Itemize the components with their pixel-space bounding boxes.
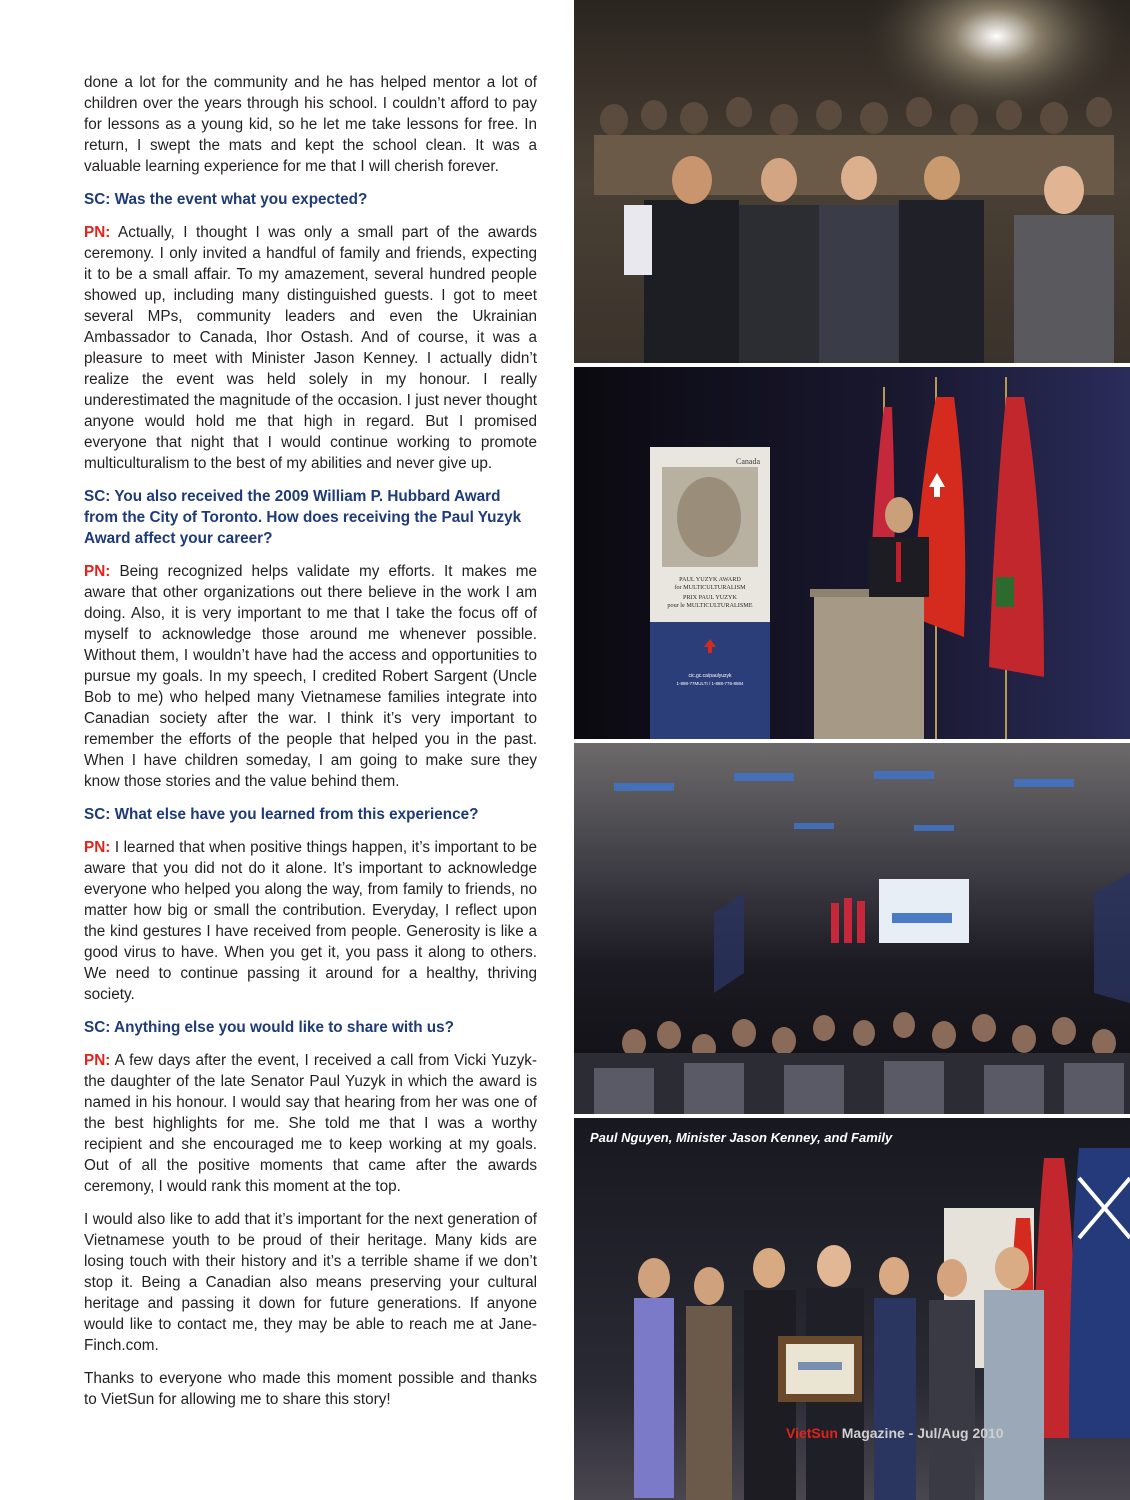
projection-screen <box>879 879 969 943</box>
answer-4-text: A few days after the event, I received a call from Vicki Yuzyk- the daughter of the late Senator Paul Yuzyk in which the award is named in his honour. I would say that hearing from her was one of the best highlights for me. She told me that I was a worthy recipient and she encouraged me to keep working at my goals. Out of all the positive moments that came after the awards ceremony, I would rank this moment at the top. <box>84 1052 538 1195</box>
banner-canada-text: Canada <box>736 457 760 466</box>
article-text-column <box>84 72 537 1422</box>
answer-1 <box>84 222 537 474</box>
photo-audience-front-row <box>574 0 1130 363</box>
svg-text:PRIX PAUL YUZYK: PRIX PAUL YUZYK <box>683 594 737 601</box>
footer-brand: VietSun <box>786 1425 838 1441</box>
answer-4 <box>84 1050 537 1197</box>
question-2: SC: You also received the 2009 William P. Hubbard Award from the City of Toronto. How does receiving the Paul Yuzyk Award affect your career? <box>84 488 522 547</box>
question-4: SC: Anything else you would like to share with us? <box>84 1019 455 1036</box>
photo-speaker-podium-graphic <box>574 367 1130 739</box>
photo-conference-room <box>574 743 1130 1114</box>
answer-2-text: Being recognized helps validate my efforts. It makes me aware that other organizations out there believe in the work I am doing. Also, it is very important to me that I take the focus off of myself to acknowledge those around me whenever possible. Without them, I wouldn’t have had the access and opportunities to pursue my goals. In my speech, I credited Robert Sargent (Uncle Bob to me) who helped many Vietnamese families integrate into Canadian society after the war. I think it’s very important to remember the efforts of the people that helped you in the past. When I have children someday, I am going to make sure they know those stories and the value behind them. <box>84 563 537 790</box>
answer-1-text: Actually, I thought I was only a small part of the awards ceremony. I only invited a handful of family and friends, expecting it to be a small affair. To my amazement, several hundred people showed up, including many distinguished guests. I got to meet several MPs, community leaders and even the Ukrainian Ambassador to Canada, Ihor Ostash. And of course, it was a pleasure to meet with Minister Jason Kenney. I actually didn’t realize the event was held solely in my honour. I really underestimated the magnitude of the occasion. I just never thought anyone would hold me that high in regard. But I promised everyone that night that I would continue working to promote multiculturalism to the best of my abilities and never give up. <box>84 224 538 472</box>
page-footer <box>786 1425 1004 1441</box>
answer-3 <box>84 837 537 1005</box>
intro-paragraph: done a lot for the community and he has helped mentor a lot of children over the years through his school. I couldn’t afford to pay for lessons as a young kid, so he let me take lessons for free. In return, I swept the mats and kept the school clean. It was a valuable learning experience for me that I will cherish forever. <box>84 74 537 175</box>
photo-speaker-podium <box>574 367 1130 739</box>
question-1: SC: Was the event what you expected? <box>84 191 368 208</box>
closing-paragraph-1: I would also like to add that it’s important for the next generation of Vietnamese youth to be proud of their heritage. Many kids are losing touch with their history and it’s a terrible shame if we don’t stop it. Being a Canadian also means preserving your cultural heritage and passing it down for future generations. If anyone would like to contact me, they may be able to reach me at Jane-Finch.com. <box>84 1211 537 1354</box>
svg-text:for MULTICULTURALISM: for MULTICULTURALISM <box>674 584 746 591</box>
photo-caption: Paul Nguyen, Minister Jason Kenney, and Family <box>590 1130 893 1145</box>
pn-label: PN: <box>84 563 111 580</box>
answer-2 <box>84 561 537 792</box>
photo-audience-front-row-graphic <box>574 0 1130 363</box>
pn-label: PN: <box>84 839 111 856</box>
answer-3-text: I learned that when positive things happen, it’s important to be aware that you did not do it alone. It’s important to acknowledge everyone who helped you along the way, from family to friends, no matter how big or small the contribution. Everyday, I reflect upon the kind gestures I have received from people. Generosity is like a good virus to have. When you get it, you pass it along to others. We need to continue passing it around for a healthy, thriving society. <box>84 839 537 1003</box>
svg-text:1-888-77MULTI / 1-888-776-8584: 1-888-77MULTI / 1-888-776-8584 <box>676 681 744 686</box>
svg-text:PAUL YUZYK AWARD: PAUL YUZYK AWARD <box>679 576 741 583</box>
svg-text:pour le MULTICULTURALISME: pour le MULTICULTURALISME <box>667 602 753 609</box>
photo-group-with-award-graphic <box>574 1118 1130 1500</box>
svg-text:cic.gc.ca/paulyuzyk: cic.gc.ca/paulyuzyk <box>688 673 732 679</box>
photo-conference-room-graphic <box>574 743 1130 1114</box>
question-3: SC: What else have you learned from this experience? <box>84 806 479 823</box>
pn-label: PN: <box>84 1052 111 1069</box>
photo-group-with-award <box>574 1118 1130 1500</box>
footer-issue: Magazine - Jul/Aug 2010 <box>841 1425 1004 1441</box>
pn-label: PN: <box>84 224 111 241</box>
closing-paragraph-2: Thanks to everyone who made this moment possible and thanks to VietSun for allowing me to share this story! <box>84 1370 537 1408</box>
